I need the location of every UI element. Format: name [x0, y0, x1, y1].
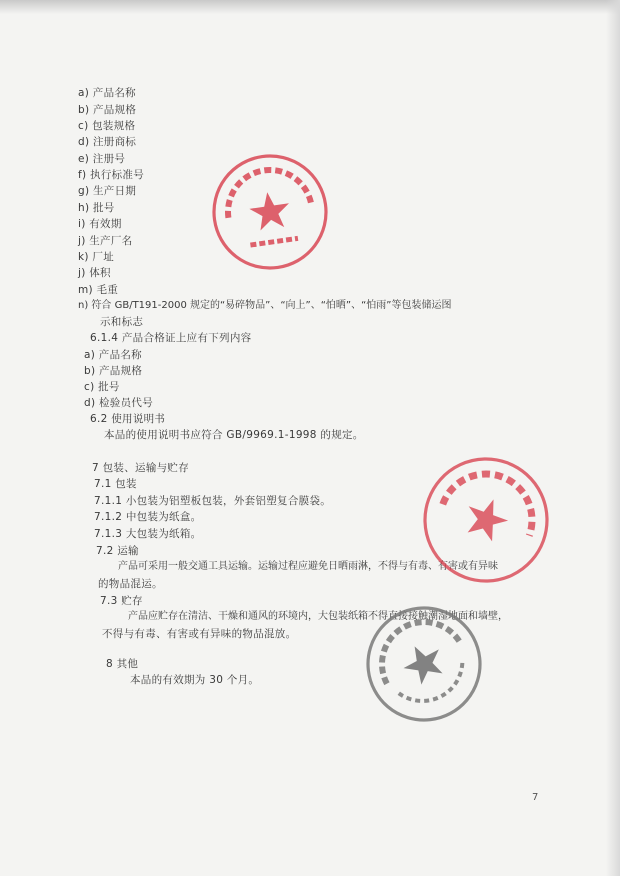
label-item: g) 生产日期 — [78, 185, 137, 197]
label-item: k) 厂址 — [78, 251, 115, 263]
section-heading-7-1: 7.1 包装 — [94, 478, 137, 490]
section-heading-6-1-4: 6.1.4 产品合格证上应有下列内容 — [90, 332, 252, 344]
scan-edge-shadow-right — [606, 0, 620, 876]
label-item: h) 批号 — [78, 202, 115, 214]
label-item: m) 毛重 — [78, 284, 119, 296]
label-item: n) 符合 GB/T191-2000 规定的“易碎物品”、“向上”、“怕晒”、“怕雨”等包装储运图 — [78, 300, 452, 311]
paragraph-7-1-1: 7.1.1 小包装为铝塑板包装，外套铝塑复合膜袋。 — [94, 495, 332, 507]
transport-text-line: 产品可采用一般交通工具运输。运输过程应避免日晒雨淋，不得与有毒、有害或有异味 — [118, 561, 498, 572]
certificate-item: a) 产品名称 — [84, 349, 142, 361]
section-heading-7-3: 7.3 贮存 — [100, 595, 143, 607]
label-item: a) 产品名称 — [78, 87, 136, 99]
storage-text-line: 产品应贮存在清洁、干燥和通风的环境内，大包装纸箱不得直接接触潮湿地面和墙壁， — [128, 611, 508, 622]
certificate-item: d) 检验员代号 — [84, 397, 153, 409]
manual-text: 本品的使用说明书应符合 GB/9969.1-1998 的规定。 — [104, 429, 364, 441]
label-item: b) 产品规格 — [78, 104, 137, 116]
label-item: j) 生产厂名 — [78, 235, 133, 247]
label-item: e) 注册号 — [78, 153, 126, 165]
label-item: c) 包装规格 — [78, 120, 136, 132]
red-seal-stamp-2 — [418, 452, 554, 588]
storage-text-line: 不得与有毒、有害或有异味的物品混放。 — [102, 628, 297, 640]
shelf-life-text: 本品的有效期为 30 个月。 — [130, 674, 260, 686]
section-heading-6-2: 6.2 使用说明书 — [90, 413, 166, 425]
section-heading-8: 8 其他 — [106, 658, 139, 670]
section-heading-7-2: 7.2 运输 — [96, 545, 139, 557]
paragraph-7-1-3: 7.1.3 大包装为纸箱。 — [94, 528, 202, 540]
scan-edge-shadow — [0, 0, 620, 14]
label-item-continued: 示和标志 — [100, 316, 144, 328]
paragraph-7-1-2: 7.1.2 中包装为纸盒。 — [94, 511, 202, 523]
label-item: d) 注册商标 — [78, 136, 137, 148]
label-item: f) 执行标准号 — [78, 169, 145, 181]
page-number: 7 — [532, 792, 539, 803]
red-seal-stamp — [208, 150, 332, 274]
certificate-item: b) 产品规格 — [84, 365, 143, 377]
section-heading-7: 7 包装、运输与贮存 — [92, 462, 190, 474]
label-item: i) 有效期 — [78, 218, 122, 230]
certificate-item: c) 批号 — [84, 381, 120, 393]
transport-text-line: 的物品混运。 — [98, 578, 163, 590]
grey-seal-stamp — [362, 602, 486, 726]
label-item: j) 体积 — [78, 267, 111, 279]
